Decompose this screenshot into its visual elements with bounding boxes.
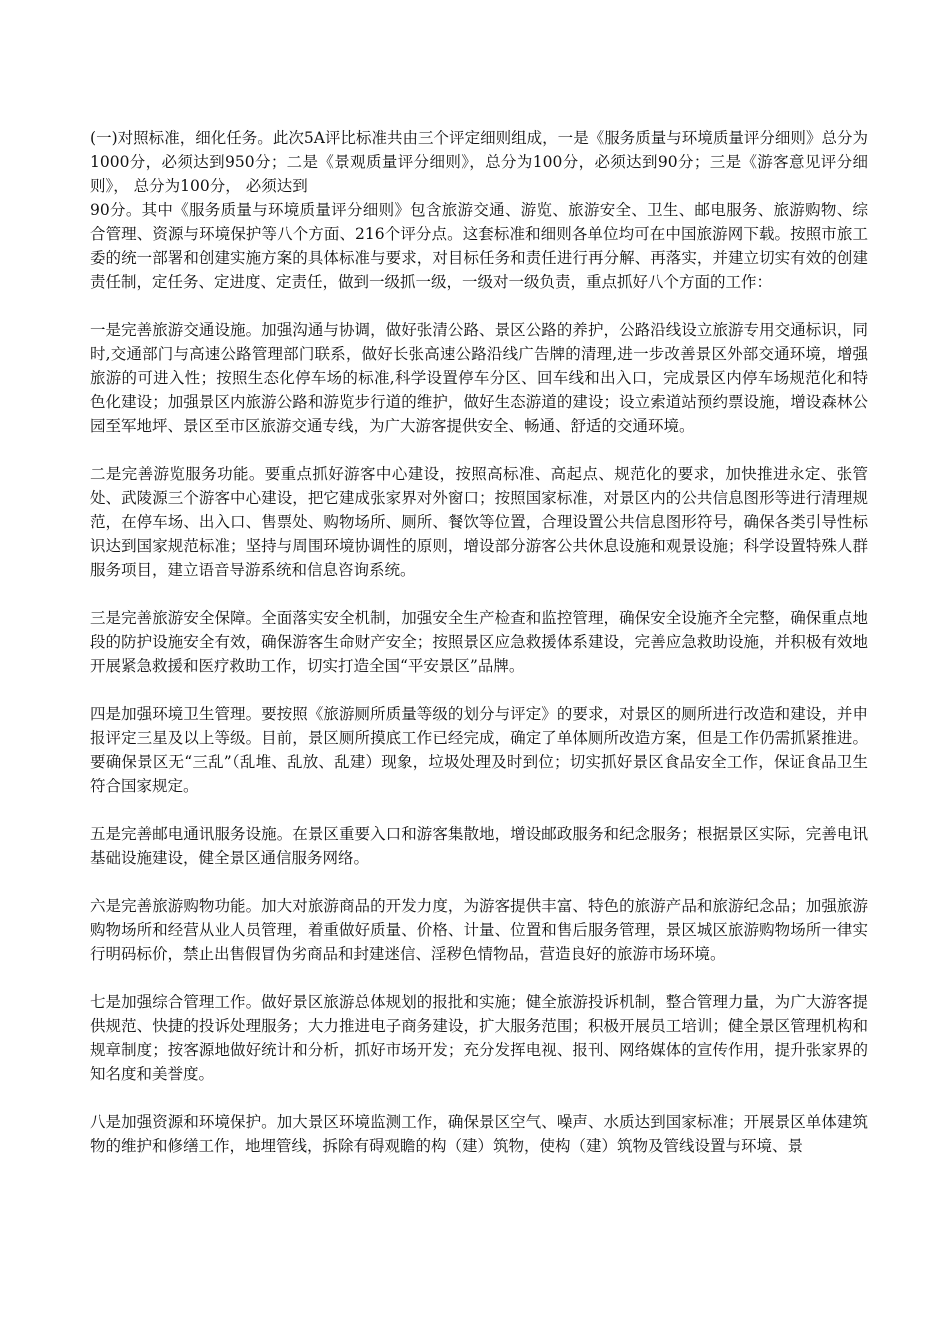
paragraph-post-telecom: 五是完善邮电通讯服务设施。在景区重要入口和游客集散地，增设邮政服务和纪念服务；根据景区实际，完善电讯基础设施建设，健全景区通信服务网络。 (90, 825, 868, 867)
paragraph-transport: 一是完善旅游交通设施。加强沟通与协调，做好张清公路、景区公路的养护，公路沿线设立旅游专用交通标识，同时,交通部门与高速公路管理部门联系，做好长张高速公路沿线广告牌的清理,进一步改善景区外部交通环境，增强旅游的可进入性；按照生态化停车场的标准,科学设置停车分区、回车线和出入口，完成景区内停车场规范化和特色化建设；加强景区内旅游公路和游览步行道的维护，做好生态游道的建设；设立索道站预约票设施，增设森林公园至军地坪、景区至市区旅游交通专线，为广大游客提供安全、畅通、舒适的交通环境。 (90, 321, 868, 435)
document-body (90, 126, 868, 1158)
paragraph-task-details: 90分。其中《服务质量与环境质量评分细则》包含旅游交通、游览、旅游安全、卫生、邮电服务、旅游购物、综合管理、资源与环境保护等八个方面、216个评分点。这套标准和细则各单位均可在中国旅游网下载。按照市旅工委的统一部署和创建实施方案的具体标准与要求，对目标任务和责任进行再分解、再落实，并建立切实有效的创建责任制，定任务、定进度、定责任，做到一级抓一级，一级对一级负责，重点抓好八个方面的工作： (90, 201, 868, 291)
paragraph-shopping: 六是完善旅游购物功能。加大对旅游商品的开发力度，为游客提供丰富、特色的旅游产品和旅游纪念品；加强旅游购物场所和经营从业人员管理，着重做好质量、价格、计量、位置和售后服务管理，景区城区旅游购物场所一律实行明码标价，禁止出售假冒伪劣商品和封建迷信、淫秽色情物品，营造良好的旅游市场环境。 (90, 897, 868, 963)
paragraph-management: 七是加强综合管理工作。做好景区旅游总体规划的报批和实施；健全旅游投诉机制，整合管理力量，为广大游客提供规范、快捷的投诉处理服务；大力推进电子商务建设，扩大服务范围；积极开展员工培训；健全景区管理机构和规章制度；按客源地做好统计和分析，抓好市场开发；充分发挥电视、报刊、网络媒体的宣传作用，提升张家界的知名度和美誉度。 (90, 993, 868, 1083)
paragraph-safety: 三是完善旅游安全保障。全面落实安全机制，加强安全生产检查和监控管理，确保安全设施齐全完整，确保重点地段的防护设施安全有效，确保游客生命财产安全；按照景区应急救援体系建设，完善应急救助设施，并积极有效地开展紧急救援和医疗救助工作，切实打造全国“平安景区”品牌。 (90, 609, 868, 675)
paragraph-task-intro: (一)对照标准，细化任务。此次5A评比标准共由三个评定细则组成，一是《服务质量与环境质量评分细则》总分为1000分，必须达到950分；二是《景观质量评分细则》，总分为100分，必须达到90分；三是《游客意见评分细则》， 总分为100分， 必须达到 (90, 129, 868, 195)
paragraph-sanitation: 四是加强环境卫生管理。要按照《旅游厕所质量等级的划分与评定》的要求，对景区的厕所进行改造和建设，并申报评定三星及以上等级。目前，景区厕所摸底工作已经完成，确定了单体厕所改造方案，但是工作仍需抓紧推进。要确保景区无“三乱”（乱堆、乱放、乱建）现象，垃圾处理及时到位；切实抓好景区食品安全工作，保证食品卫生符合国家规定。 (90, 705, 868, 795)
paragraph-sightseeing-service: 二是完善游览服务功能。要重点抓好游客中心建设，按照高标准、高起点、规范化的要求，加快推进永定、张管处、武陵源三个游客中心建设，把它建成张家界对外窗口；按照国家标准，对景区内的公共信息图形等进行清理规范，在停车场、出入口、售票处、购物场所、厕所、餐饮等位置，合理设置公共信息图形符号，确保各类引导性标识达到国家规范标准；坚持与周围环境协调性的原则，增设部分游客公共休息设施和观景设施；科学设置特殊人群服务项目，建立语音导游系统和信息咨询系统。 (90, 465, 868, 579)
paragraph-environment: 八是加强资源和环境保护。加大景区环境监测工作，确保景区空气、噪声、水质达到国家标准；开展景区单体建筑物的维护和修缮工作，地埋管线，拆除有碍观瞻的构（建）筑物，使构（建）筑物及管线设置与环境、景 (90, 1113, 868, 1155)
